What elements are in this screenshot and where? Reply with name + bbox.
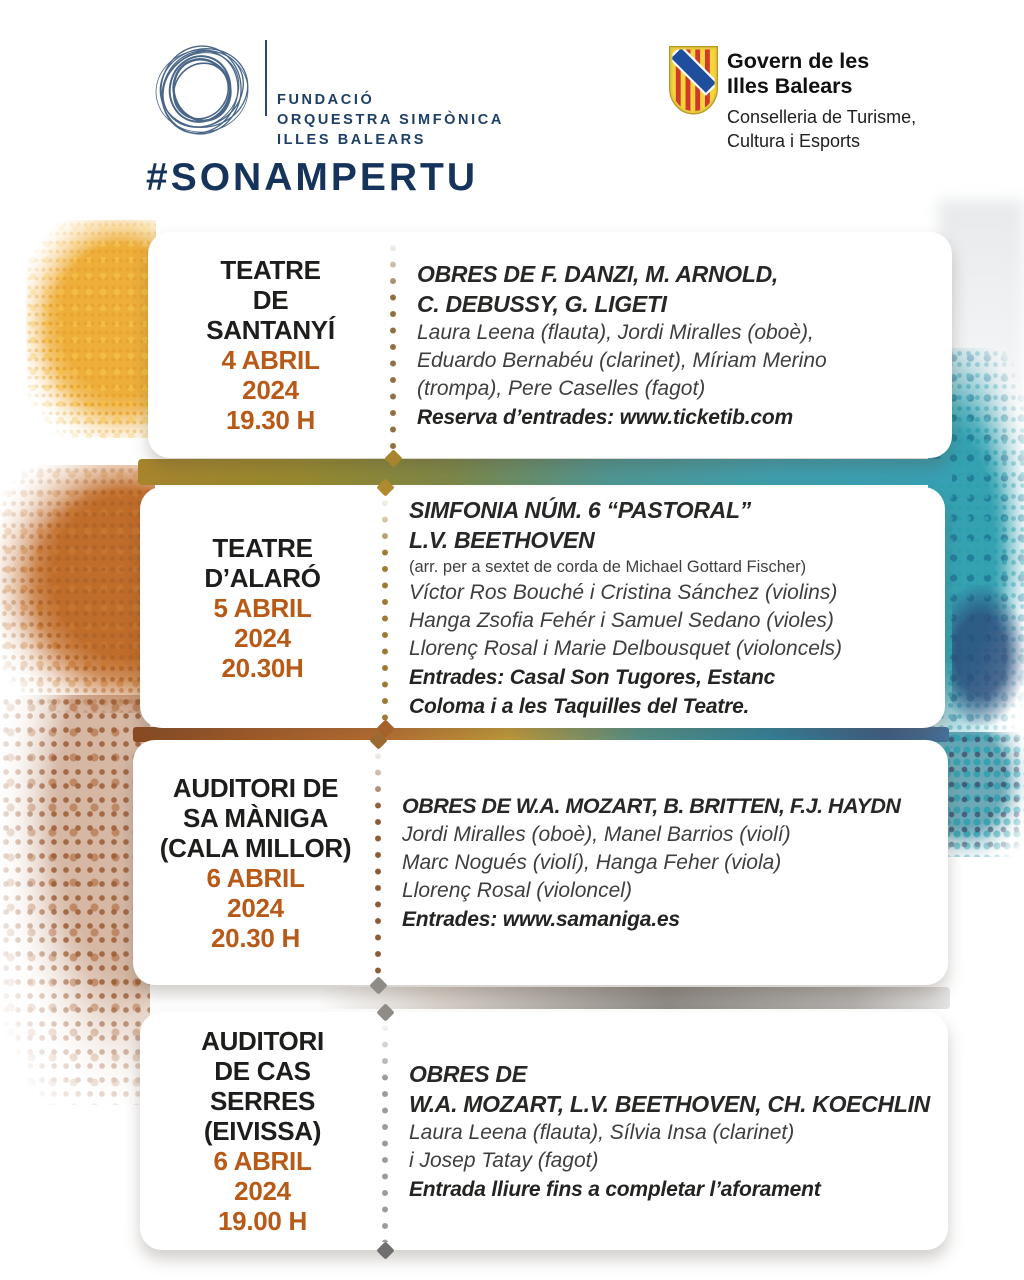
venue-name-line: TEATRE [220,255,321,285]
venue-name-line: SA MÀNIGA [182,802,329,833]
program-title-line: L.V. BEETHOVEN [409,526,595,553]
performer-line: Hanga Zsofia Fehér i Samuel Sedano (violes) [409,608,834,632]
event-date-line: 4 ABRIL [221,345,320,375]
foundation-name-line: ORQUESTRA SIMFÒNICA [277,112,504,128]
campaign-hashtag: #SONAMPERTU [146,156,479,199]
performer-line: Eduardo Bernabéu (clarinet), Míriam Merino [417,348,827,372]
event-date-line: 6 ABRIL [206,862,305,893]
performer-line: i Josep Tatay (fagot) [409,1148,599,1172]
event-card-alaro [140,487,945,728]
event-card-sa-maniga [133,740,948,985]
ticket-info-line: Entrades: Casal Son Tugores, Estanc [409,665,776,689]
gap-texture-band [138,459,952,485]
ticket-info-line: Reserva d’entrades: www.ticketib.com [417,405,793,429]
venue-name-line: D’ALARÓ [204,562,321,593]
venue-name-line: (EIVISSA) [203,1116,322,1146]
event-date-line: 19.00 H [218,1206,307,1236]
venue-name-line: DE CAS [214,1056,311,1086]
ticket-perforation [381,1020,389,1242]
foundation-name-line: FUNDACIÓ [277,92,375,108]
event-card-cas-serres [140,1012,948,1250]
program-title-line: C. DEBUSSY, G. LIGETI [417,290,667,317]
event-program [393,232,952,458]
event-date-line: 2024 [227,892,284,923]
government-department-line: Cultura i Esports [727,131,861,151]
performer-line: Víctor Ros Bouché i Cristina Sánchez (violins) [409,580,838,604]
performer-line: Jordi Miralles (oboè), Manel Barrios (violí) [402,823,791,846]
program-note: (arr. per a sextet de corda de Michael Gottard Fischer) [409,557,807,576]
event-date-line: 6 ABRIL [213,1146,312,1176]
event-date-line: 19.30 H [226,405,315,435]
event-venue-date [133,740,378,985]
event-venue-date [140,1012,385,1250]
event-date-line: 2024 [242,375,299,405]
performer-line: (trompa), Pere Caselles (fagot) [417,376,706,400]
paint-splatter-orange [0,465,155,713]
paint-splatter-yellow [26,220,156,438]
government-name [727,49,869,99]
ticket-perforation [374,748,382,977]
program-title-line: OBRES DE F. DANZI, M. ARNOLD, [417,260,779,287]
foundation-name [277,90,504,150]
government-name-line: Illes Balears [727,74,853,98]
orchestra-scribble-logo-icon [138,26,268,158]
event-program [378,740,948,985]
balearic-shield-icon [667,43,720,121]
performer-line: Llorenç Rosal i Marie Delbousquet (violoncels) [409,636,843,660]
event-date-line: 20.30 H [211,922,300,953]
ticket-info-line: Entrada lliure fins a completar l’aforament [409,1177,821,1201]
venue-name-line: (CALA MILLOR) [159,832,352,863]
venue-name-line: DE [252,285,289,315]
paint-splatter-navy [952,585,1024,725]
program-title-line: SIMFONIA NÚM. 6 “PASTORAL” [409,496,751,523]
event-program [385,487,945,728]
event-venue-date [148,232,393,458]
event-card-santanyi [148,232,952,458]
program-title-line: OBRES DE W.A. MOZART, B. BRITTEN, F.J. HAYDN [402,794,901,818]
event-date-line: 5 ABRIL [213,592,312,623]
government-department-line: Conselleria de Turisme, [727,107,917,127]
performer-line: Marc Nogués (violí), Hanga Feher (viola) [402,851,782,874]
government-name-line: Govern de les [727,49,870,73]
ticket-info-line: Entrades: www.samaniga.es [402,908,680,931]
performer-line: Llorenç Rosal (violoncel) [402,879,632,902]
foundation-name-line: ILLES BALEARS [277,132,426,148]
venue-name-line: SANTANYÍ [206,315,335,345]
government-department [727,105,916,153]
ticket-info-line: Coloma i a les Taquilles del Teatre. [409,694,750,718]
event-date-line: 2024 [234,1176,291,1206]
venue-name-line: TEATRE [212,532,313,563]
program-title-line: OBRES DE [409,1060,527,1087]
gap-texture-band [320,987,950,1009]
venue-name-line: SERRES [209,1086,316,1116]
ticket-perforation [389,240,397,450]
logo-divider [265,40,267,116]
event-program [385,1012,948,1250]
performer-line: Laura Leena (flauta), Sílvia Insa (clarinet) [409,1120,795,1144]
event-venue-date [140,487,385,728]
event-date-line: 2024 [234,622,291,653]
program-title-line: W.A. MOZART, L.V. BEETHOVEN, CH. KOECHLIN [409,1090,930,1117]
ticket-perforation [381,495,389,720]
event-date-line: 20.30H [221,652,304,683]
performer-line: Laura Leena (flauta), Jordi Miralles (oboè), [417,320,814,344]
venue-name-line: AUDITORI DE [172,772,339,803]
venue-name-line: AUDITORI [201,1026,324,1056]
paint-splatter-rust [0,695,150,1105]
